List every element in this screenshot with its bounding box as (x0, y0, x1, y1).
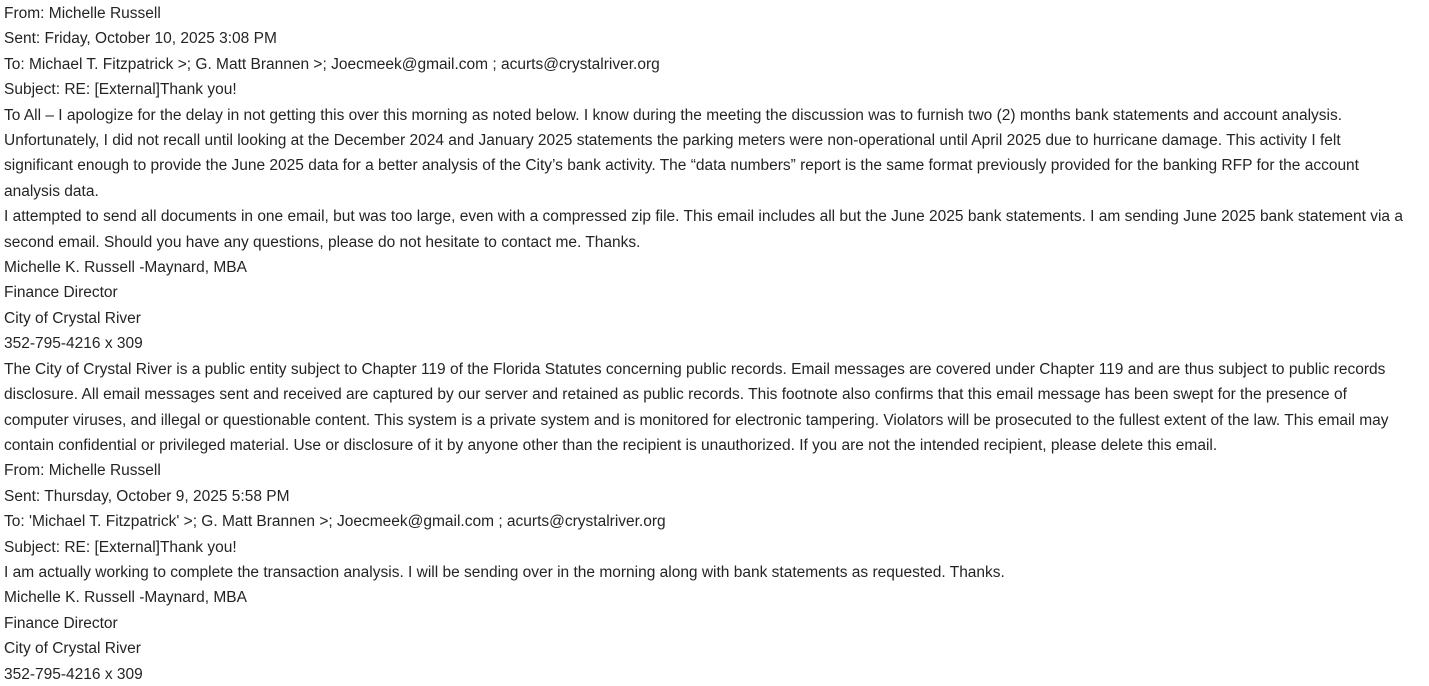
header-subject-label: Subject: (4, 538, 61, 556)
signature-name: Michelle K. Russell -Maynard, MBA (4, 589, 247, 607)
header-from-value: Michelle Russell (48, 5, 161, 22)
header-sent (4, 484, 1403, 509)
header-to (4, 509, 1403, 534)
header-sent-label: Sent: (4, 487, 41, 505)
header-sent (4, 26, 1403, 51)
signature-organization: City of Crystal River (4, 640, 141, 658)
header-subject-value: RE: [External]Thank you! (64, 81, 237, 99)
header-subject (4, 77, 1403, 102)
header-from-value: Michelle Russell (48, 462, 161, 480)
email-message-latest (4, 1, 1403, 458)
header-sent-value: Thursday, October 9, 2025 5:58 PM (44, 487, 290, 505)
email-message-quoted (4, 458, 1403, 686)
header-subject-value: RE: [External]Thank you! (64, 538, 237, 556)
header-sent-value: Friday, October 10, 2025 3:08 PM (44, 30, 277, 48)
body-paragraph: I am actually working to complete the transaction analysis. I will be sending over in the morning along with bank statements as requested. Thanks. (4, 563, 1005, 581)
header-subject (4, 535, 1403, 560)
header-sent-label: Sent: (4, 30, 41, 48)
signature-phone: 352-795-4216 x 309 (4, 335, 143, 353)
legal-disclaimer: The City of Crystal River is a public entity subject to Chapter 119 of the Florida Statutes concerning public records. Email messages are covered under Chapter 119 and are thus subject to public records disclosure. All email messages sent and received are captured by our server and retained as public records. This footnote also confirms that this email message has been swept for the presence of computer viruses, and illegal or questionable content. This system is a private system and is monitored for electronic tampering. Violators will be prosecuted to the fullest extent of the law. This email may contain confidential or privileged material. Use or disclosure of it by anyone other than the recipient is unauthorized. If you are not the intended recipient, please delete this email. (4, 360, 1389, 454)
header-from (4, 458, 1403, 483)
header-from-label: From: (4, 462, 45, 480)
header-to-label: To: (4, 55, 25, 73)
header-to-value: Michael T. Fitzpatrick >; G. Matt Brannen >; Joecmeek@gmail.com ; acurts@crystalriver.org (29, 55, 660, 73)
signature-organization: City of Crystal River (4, 309, 141, 327)
signature-phone: 352-795-4216 x 309 (4, 665, 143, 683)
body-paragraph: I attempted to send all documents in one email, but was too large, even with a compressed zip file. This email includes all but the June 2025 bank statements. I am sending June 2025 bank statement via a second email. Should you have any questions, please do not hesitate to contact me. Thanks. (4, 208, 1403, 251)
signature-name: Michelle K. Russell -Maynard, MBA (4, 259, 247, 277)
signature-title: Finance Director (4, 284, 118, 302)
header-to-value: 'Michael T. Fitzpatrick' >; G. Matt Brannen >; Joecmeek@gmail.com ; acurts@crystalriver.org (29, 513, 666, 531)
header-to (4, 52, 1403, 77)
header-from-label: From: (4, 5, 45, 22)
body-paragraph: To All – I apologize for the delay in not getting this over this morning as noted below. I know during the meeting the discussion was to furnish two (2) months bank statements and account analysis. Unfortunately, I did not recall until looking at the December 2024 and January 2025 statements the parking meters were non-operational until April 2025 due to hurricane damage. This activity I felt significant enough to provide the June 2025 data for a better analysis of the City’s bank activity. The “data numbers” report is the same format previously provided for the banking RFP for the account analysis data. (4, 106, 1359, 200)
header-subject-label: Subject: (4, 81, 61, 99)
header-to-label: To: (4, 513, 25, 531)
header-from (4, 1, 1403, 26)
signature-title: Finance Director (4, 614, 118, 632)
